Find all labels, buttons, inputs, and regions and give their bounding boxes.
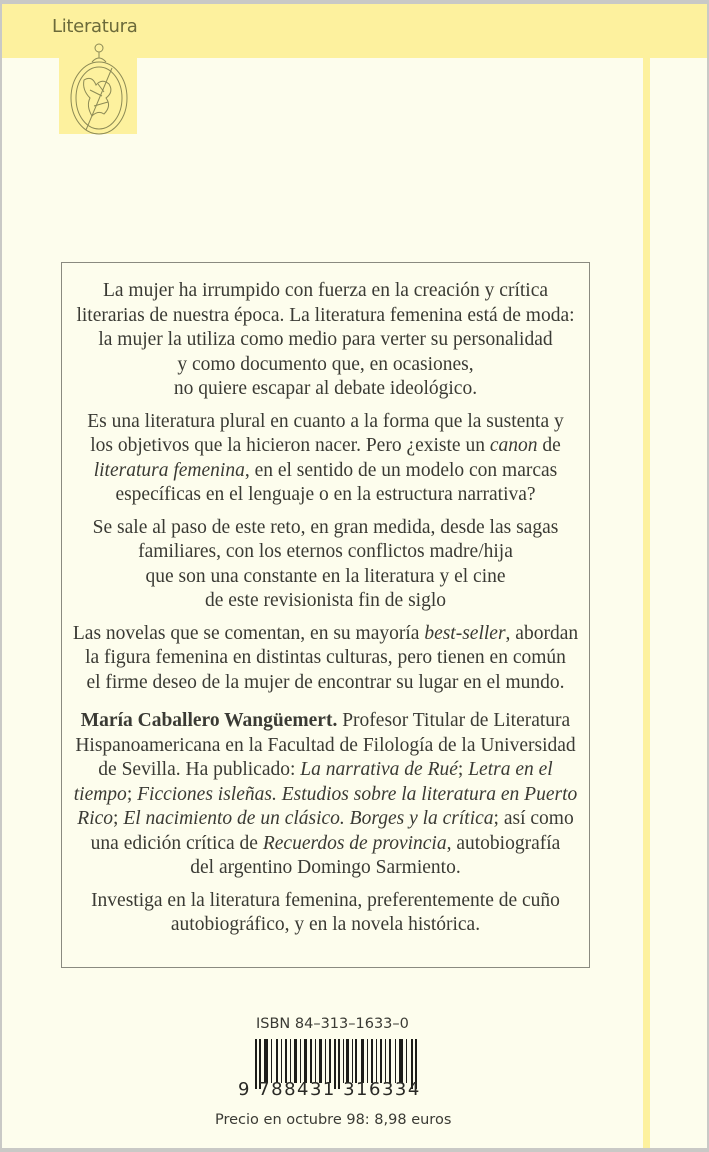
book-title: El nacimiento de un clásico. Borges y la crítica bbox=[123, 808, 494, 829]
text-line: específicas en el lenguaje o en la estructura narrativa? bbox=[115, 484, 536, 505]
blurb-frame bbox=[61, 262, 590, 968]
book-title: Letra en el bbox=[468, 759, 553, 780]
text-run: , en el sentido de un modelo con marcas bbox=[244, 459, 558, 481]
text-run: los objetivos que la hicieron nacer. Pero ¿existe un bbox=[90, 435, 490, 456]
text-line: y como documento que, en ocasiones, bbox=[177, 353, 474, 375]
text-run: ; bbox=[113, 808, 124, 829]
text-run: una edición crítica de bbox=[90, 832, 263, 854]
text-line: la mujer la utiliza como medio para verter su personalidad bbox=[98, 329, 553, 350]
text-line: la figura femenina en distintas culturas, pero tienen en común bbox=[85, 647, 566, 668]
book-title: tiempo bbox=[73, 783, 127, 805]
text-line bbox=[72, 832, 579, 857]
text-line bbox=[72, 709, 579, 734]
author-research bbox=[62, 889, 589, 938]
italic-term: best-seller bbox=[424, 622, 506, 644]
text-line: no quiere escapar al debate ideológico. bbox=[173, 378, 478, 399]
text-line: Investiga en la literatura femenina, preferentemente de cuño bbox=[91, 889, 560, 911]
text-line: autobiográfico, y en la novela histórica. bbox=[170, 914, 481, 935]
price-label: Precio en octubre 98: 8,98 euros bbox=[215, 1112, 452, 1128]
text-line bbox=[72, 459, 579, 484]
text-run: de Sevilla. Ha publicado: bbox=[98, 759, 301, 780]
isbn-label: ISBN 84–313–1633–0 bbox=[256, 1016, 409, 1032]
book-title: Recuerdos de provincia bbox=[262, 832, 447, 854]
text-run: de bbox=[537, 435, 561, 456]
text-line: de este revisionista fin de siglo bbox=[205, 590, 446, 611]
blurb-paragraph-1 bbox=[62, 279, 589, 402]
text-line bbox=[72, 783, 579, 808]
text-run: ; bbox=[457, 759, 469, 780]
text-line: del argentino Domingo Sarmiento. bbox=[190, 857, 461, 878]
text-run: , autobiografía bbox=[446, 832, 561, 854]
book-back-cover bbox=[2, 4, 707, 1148]
text-run: Profesor Titular de Literatura bbox=[337, 710, 571, 731]
text-line: Se sale al paso de este reto, en gran medida, desde las sagas bbox=[92, 516, 559, 538]
text-line bbox=[72, 758, 579, 783]
barcode-digits: 9 788431 316334 bbox=[238, 1079, 421, 1100]
text-line: familiares, con los eternos conflictos madre/hija bbox=[138, 541, 513, 562]
series-label: Literatura bbox=[52, 16, 138, 37]
text-run: ; bbox=[126, 783, 138, 805]
blurb-paragraph-3 bbox=[62, 516, 589, 614]
italic-term: canon bbox=[489, 435, 538, 456]
italic-term: literatura femenina bbox=[93, 459, 245, 481]
book-title: Rico bbox=[77, 808, 114, 829]
book-title: Ficciones isleñas. Estudios sobre la literatura en Puerto bbox=[137, 783, 578, 805]
text-line: Es una literatura plural en cuanto a la forma que la sustenta y bbox=[87, 410, 564, 432]
text-line: que son una constante en la literatura y el cine bbox=[145, 565, 506, 587]
text-run: , abordan bbox=[505, 622, 579, 644]
blurb-text bbox=[62, 279, 589, 946]
author-name: María Caballero Wangüemert. bbox=[80, 710, 338, 731]
author-bio bbox=[62, 709, 589, 881]
right-color-stripe bbox=[643, 58, 650, 1148]
blurb-paragraph-2 bbox=[62, 410, 589, 508]
text-line: el firme deseo de la mujer de encontrar su lugar en el mundo. bbox=[86, 671, 565, 693]
astrolabe-icon bbox=[54, 40, 144, 140]
text-line bbox=[72, 434, 579, 459]
text-run: ; así como bbox=[493, 808, 574, 829]
text-line: Hispanoamericana en la Facultad de Filología de la Universidad bbox=[75, 734, 576, 756]
text-line bbox=[72, 807, 579, 832]
book-title: La narrativa de Rué bbox=[300, 759, 458, 780]
text-line: literarias de nuestra época. La literatura femenina está de moda: bbox=[76, 304, 575, 326]
blurb-paragraph-4 bbox=[62, 622, 589, 696]
text-line bbox=[72, 622, 579, 647]
text-line: La mujer ha irrumpido con fuerza en la creación y crítica bbox=[102, 280, 549, 301]
text-run: Las novelas que se comentan, en su mayoría bbox=[72, 622, 425, 644]
